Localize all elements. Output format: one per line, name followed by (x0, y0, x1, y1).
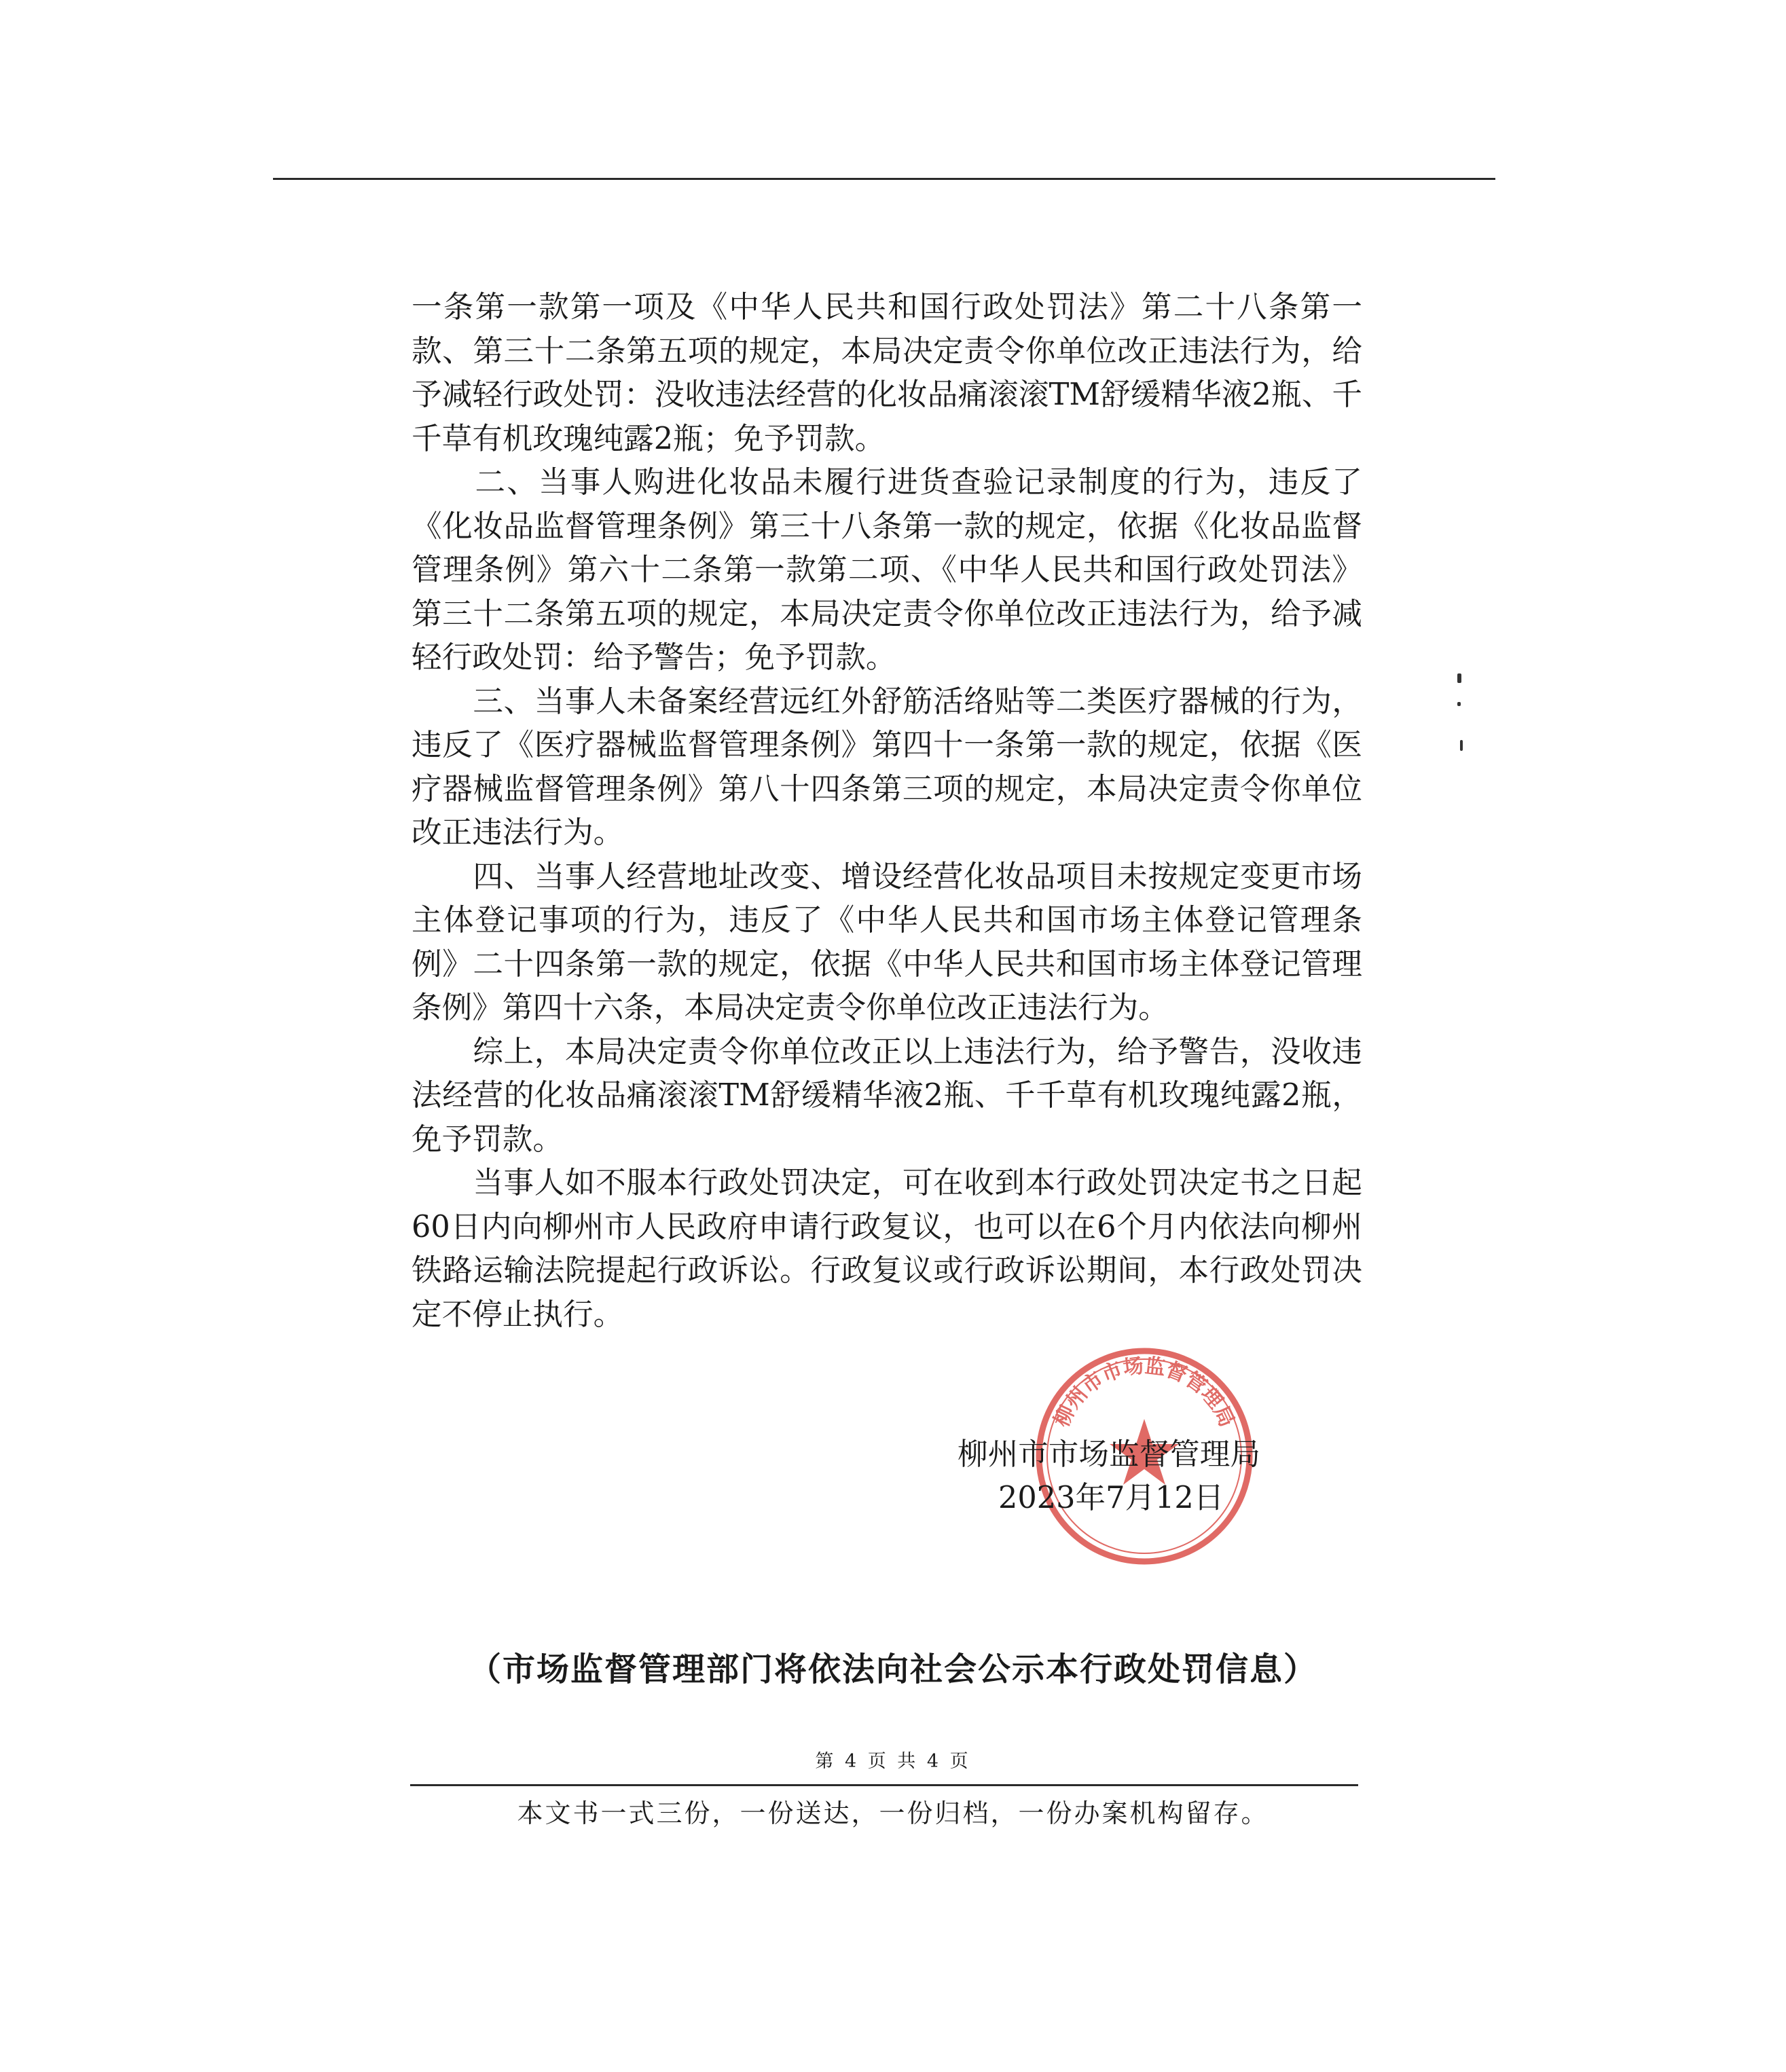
seal-text: 柳州市市场监督管理局 (1049, 1354, 1239, 1431)
scan-mark (1457, 673, 1461, 683)
decision-body (412, 285, 1362, 1336)
bottom-rule (410, 1784, 1358, 1786)
paragraph-5: 综上，本局决定责令你单位改正以上违法行为，给予警告，没收违法经营的化妆品痛滚滚TM舒缓精华液2瓶、千千草有机玫瑰纯露2瓶，免予罚款。 (412, 1033, 1362, 1157)
scan-mark (1457, 702, 1461, 706)
copies-note: 本文书一式三份，一份送达，一份归档，一份办案机构留存。 (517, 1798, 1269, 1828)
paragraph-2: 二、当事人购进化妆品未履行进货查验记录制度的行为，违反了《化妆品监督管理条例》第三十八条第一款的规定，依据《化妆品监督管理条例》第六十二条第一款第二项、《中华人民共和国行政处罚法》第三十二条第五项的规定，本局决定责令你单位改正违法行为，给予减轻行政处罚：给予警告；免予罚款。 (412, 464, 1362, 675)
paragraph-3: 三、当事人未备案经营远红外舒筋活络贴等二类医疗器械的行为，违反了《医疗器械监督管理条例》第四十一条第一款的规定，依据《医疗器械监督管理条例》第八十四条第三项的规定，本局决定责令你单位改正违法行为。 (412, 683, 1362, 850)
top-rule (273, 178, 1495, 180)
page-number: 第 4 页 共 4 页 (815, 1751, 971, 1772)
issuing-authority: 柳州市市场监督管理局 (958, 1437, 1260, 1472)
issue-date: 2023年7月12日 (998, 1480, 1224, 1515)
publicity-notice: （市场监督管理部门将依法向社会公示本行政处罚信息） (468, 1650, 1317, 1688)
paragraph-6: 当事人如不服本行政处罚决定，可在收到本行政处罚决定书之日起60日内向柳州市人民政府申请行政复议，也可以在6个月内依法向柳州铁路运输法院提起行政诉讼。行政复议或行政诉讼期间，本行政处罚决定不停止执行。 (412, 1165, 1362, 1332)
paragraph-4: 四、当事人经营地址改变、增设经营化妆品项目未按规定变更市场主体登记事项的行为，违反了《中华人民共和国市场主体登记管理条例》二十四条第一款的规定，依据《中华人民共和国市场主体登记管理条例》第四十六条，本局决定责令你单位改正违法行为。 (412, 858, 1362, 1025)
paragraph-1: 一条第一款第一项及《中华人民共和国行政处罚法》第二十八条第一款、第三十二条第五项的规定，本局决定责令你单位改正违法行为，给予减轻行政处罚：没收违法经营的化妆品痛滚滚TM舒缓精华液2瓶、千千草有机玫瑰纯露2瓶；免予罚款。 (412, 289, 1362, 456)
scan-mark (1460, 740, 1463, 751)
